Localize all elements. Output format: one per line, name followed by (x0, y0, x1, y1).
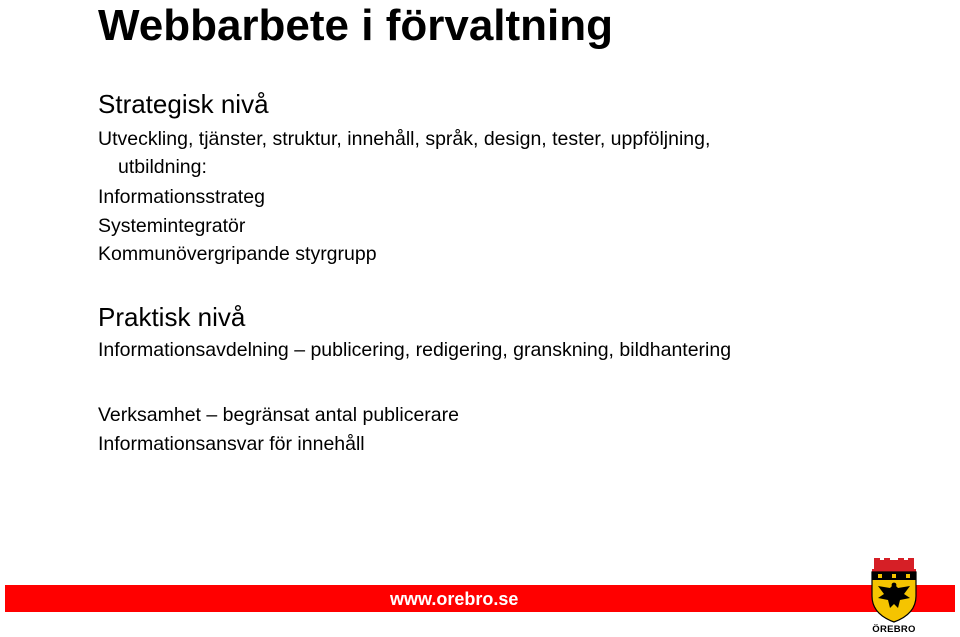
strategic-heading: Strategisk nivå (98, 89, 269, 119)
strategic-line-3: Informationsstrateg (98, 186, 265, 208)
strategic-line-1: Utveckling, tjänster, struktur, innehåll, språk, design, tester, uppföljning, (98, 128, 711, 150)
strategic-line-5: Kommunövergripande styrgrupp (98, 243, 377, 265)
practical-line-1: Informationsavdelning – publicering, redigering, granskning, bildhantering (98, 339, 732, 361)
practical-line-3: Informationsansvar för innehåll (98, 433, 365, 455)
practical-heading: Praktisk nivå (98, 302, 246, 332)
strategic-line-4: Systemintegratör (98, 215, 246, 237)
footer-url-link[interactable]: www.orebro.se (390, 589, 519, 609)
logo-wordmark: ÖREBRO (872, 624, 916, 635)
practical-line-2: Verksamhet – begränsat antal publicerare (98, 404, 459, 426)
strategic-line-2: utbildning: (118, 156, 207, 178)
orebro-coat-of-arms-icon (866, 558, 922, 624)
slide-title: Webbarbete i förvaltning (98, 1, 614, 50)
